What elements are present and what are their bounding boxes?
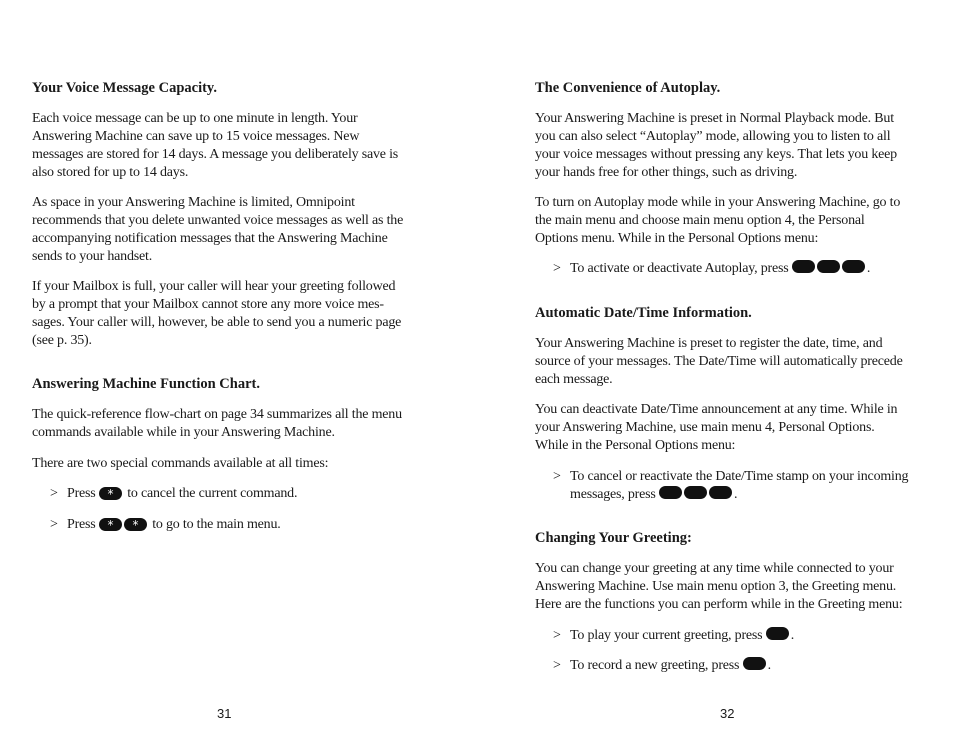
keypad-key-icon xyxy=(817,260,840,273)
play-greeting-key-sequence xyxy=(766,627,791,645)
bullet-marker: > xyxy=(50,486,58,501)
keypad-key-icon xyxy=(709,486,732,499)
function-chart-heading: Answering Machine Function Chart. xyxy=(32,376,260,392)
function-chart-paragraph-1: The quick-reference flow-chart on page 34 summarizes all the menu commands available while in your Answering Machine. xyxy=(32,407,402,440)
bullet-marker: > xyxy=(553,261,561,276)
greeting-heading: Changing Your Greeting: xyxy=(535,530,692,546)
function-chart-paragraph-2: There are two special commands available at all times: xyxy=(32,456,329,471)
keypad-key-icon xyxy=(766,627,789,640)
autoplay-heading: The Convenience of Autoplay. xyxy=(535,80,721,96)
star-key-icon: * xyxy=(124,518,147,531)
star-key-icon: * xyxy=(99,487,122,500)
datetime-heading: Automatic Date/Time Information. xyxy=(535,305,752,321)
right-page xyxy=(535,0,927,742)
greeting-paragraph-1: You can change your greeting at any time while connected to your Answering Machine. Use main menu option 3, the Greeting menu. Here are the functions you can perform while in the Greeting menu: xyxy=(535,561,903,612)
autoplay-paragraph-1: Your Answering Machine is preset in Normal Playback mode. But you can also select “Autoplay” mode, allowing you to listen to all your voice messages without pressing any keys. That lets you keep your hands free for other things, such as driving. xyxy=(535,111,897,180)
play-greeting-command-item: > To play your current greeting, press . xyxy=(553,628,795,643)
cancel-command-item: > Press * to cancel the current command. xyxy=(50,486,298,501)
autoplay-key-sequence xyxy=(792,260,867,278)
datetime-key-sequence xyxy=(659,486,734,504)
capacity-paragraph-2: As space in your Answering Machine is limited, Omnipoint recommends that you delete unwanted voice messages as well as the accompanying notification messages that the Answering Machine sends to your handset. xyxy=(32,195,404,264)
keypad-key-icon xyxy=(684,486,707,499)
capacity-paragraph-3: If your Mailbox is full, your caller will hear your greeting followed by a prompt that your Mailbox cannot store any more voice mes- sages. Your caller will, however, be able to send you a numeric page (see p. 35). xyxy=(32,279,402,348)
keypad-key-icon xyxy=(792,260,815,273)
star-key-icon: * xyxy=(99,518,122,531)
datetime-paragraph-1: Your Answering Machine is preset to register the date, time, and source of your messages. The Date/Time will automatically precede each message. xyxy=(535,336,903,387)
capacity-heading: Your Voice Message Capacity. xyxy=(32,80,218,96)
keypad-key-icon xyxy=(659,486,682,499)
autoplay-paragraph-2: To turn on Autoplay mode while in your Answering Machine, go to the main menu and choose main menu option 4, the Personal Options menu. While in the Personal Options menu: xyxy=(535,195,901,246)
keypad-key-icon xyxy=(743,657,766,670)
record-greeting-key-sequence xyxy=(743,657,768,675)
double-star-key-sequence xyxy=(99,516,149,534)
bullet-marker: > xyxy=(553,658,561,673)
star-key-sequence xyxy=(99,485,124,503)
page-number-right: 32 xyxy=(720,706,735,721)
left-page xyxy=(32,0,424,742)
bullet-marker: > xyxy=(553,628,561,643)
bullet-marker: > xyxy=(50,517,58,532)
datetime-command-item: > To cancel or reactivate the Date/Time stamp on your incoming messages, press . xyxy=(553,469,909,502)
keypad-key-icon xyxy=(842,260,865,273)
page-number-left: 31 xyxy=(217,706,232,721)
bullet-marker: > xyxy=(553,469,561,484)
capacity-paragraph-1: Each voice message can be up to one minute in length. Your Answering Machine can save up to 15 voice messages. New messages are stored for 14 days. A message you deliberately save is also stored for up to 14 days. xyxy=(32,111,399,180)
datetime-paragraph-2: You can deactivate Date/Time announcement at any time. While in your Answering Machine, use main menu 4, Personal Options. While in the Personal Options menu: xyxy=(535,402,898,453)
autoplay-command-item: > To activate or deactivate Autoplay, press . xyxy=(553,261,871,276)
record-greeting-command-item: > To record a new greeting, press . xyxy=(553,658,771,673)
main-menu-command-item: > Press * * to go to the main menu. xyxy=(50,517,281,532)
